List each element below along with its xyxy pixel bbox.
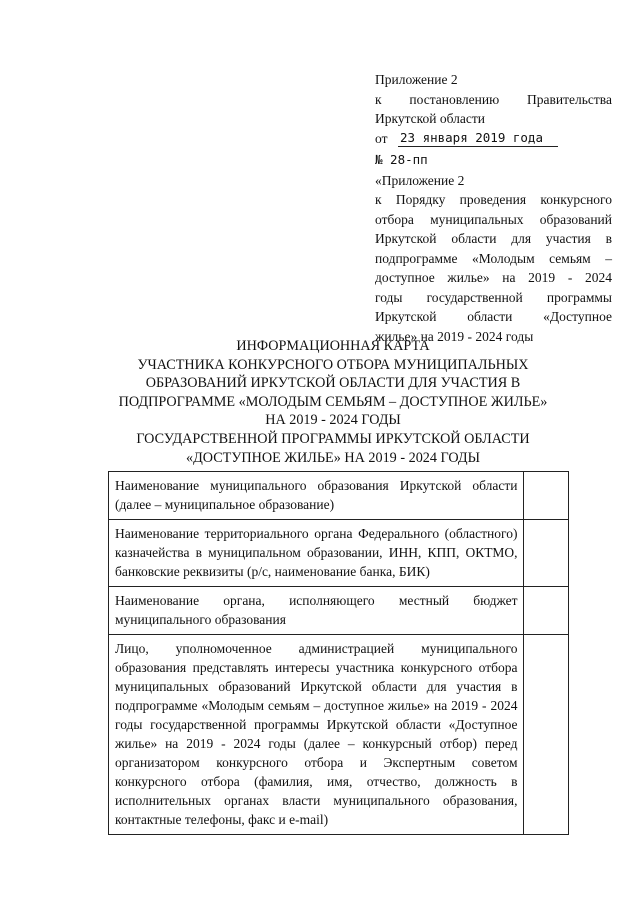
- region-name: Иркутской области: [375, 111, 486, 126]
- row-value-budget-body[interactable]: [524, 587, 569, 635]
- title-line-6: ГОСУДАРСТВЕННОЙ ПРОГРАММЫ ИРКУТСКОЙ ОБЛАСТИ: [136, 430, 530, 447]
- resolution-number: № 28-пп: [375, 151, 428, 167]
- row-label-budget-body: Наименование органа, исполняющего местный бюджет муниципального образования: [109, 587, 524, 635]
- order-line-4: подпрограмме «Молодым семьям –: [375, 250, 612, 266]
- table-row: [109, 635, 569, 835]
- order-line-2: отбора муниципальных образований: [375, 211, 612, 227]
- table-row: [109, 472, 569, 520]
- resolution-reference: к постановлению Правительства: [375, 91, 612, 107]
- title-line-1: ИНФОРМАЦИОННАЯ КАРТА: [236, 338, 430, 354]
- title-line-4: ПОДПРОГРАММЕ «МОЛОДЫМ СЕМЬЯМ – ДОСТУПНОЕ ЖИЛЬЕ»: [118, 393, 548, 410]
- order-line-7: Иркутской области «Доступное: [375, 309, 612, 324]
- row-label-treasury: Наименование территориального органа Федерального (областного) казначейства в муниципальном образовании, ИНН, КПП, ОКТМО, банковские реквизиты (р/с, наименование банка, БИК): [109, 520, 524, 587]
- title-line-5: НА 2019 - 2024 ГОДЫ: [265, 412, 401, 429]
- row-value-municipality[interactable]: [524, 472, 569, 520]
- order-line-5: доступное жилье» на 2019 - 2024: [375, 270, 612, 285]
- document-title: [40, 337, 626, 467]
- appendix-label: Приложение 2: [375, 72, 458, 87]
- row-value-treasury[interactable]: [524, 520, 569, 587]
- title-line-3: ОБРАЗОВАНИЙ ИРКУТСКОЙ ОБЛАСТИ ДЛЯ УЧАСТИЯ В: [145, 375, 521, 392]
- resolution-date: 23 января 2019 года: [398, 128, 558, 147]
- order-line-6: годы государственной программы: [375, 289, 612, 305]
- title-line-2: УЧАСТНИКА КОНКУРСНОГО ОТБОРА МУНИЦИПАЛЬНЫХ: [137, 356, 529, 373]
- date-prefix: от: [375, 130, 388, 146]
- order-line-1: к Порядку проведения конкурсного: [375, 192, 612, 207]
- appendix-header: [375, 70, 612, 346]
- date-line: [375, 129, 612, 149]
- row-value-authorized-person[interactable]: [524, 635, 569, 835]
- order-line-8: жилье» на 2019 - 2024 годы: [375, 328, 534, 344]
- table-row: [109, 587, 569, 635]
- info-card-table: [108, 471, 569, 835]
- row-label-municipality: Наименование муниципального образования Иркутской области (далее – муниципальное образование): [109, 472, 524, 520]
- sub-appendix-label: «Приложение 2: [375, 172, 465, 188]
- order-line-3: Иркутской области для участия в: [375, 231, 612, 246]
- title-line-7: «ДОСТУПНОЕ ЖИЛЬЕ» НА 2019 - 2024 ГОДЫ: [186, 449, 480, 466]
- table-row: [109, 520, 569, 587]
- row-label-authorized-person: Лицо, уполномоченное администрацией муниципального образования представлять интересы участника конкурсного отбора муниципальных образований Иркутской области для участия в подпрограмме «Молодым семьям – доступное жилье» на 2019 - 2024 годы государственной программы Иркутской области «Доступное жилье» на 2019 - 2024 годы (далее – конкурсный отбор) перед организатором конкурсного отбора и Экспертным советом конкурсного отбора (фамилия, имя, отчество, должность в исполнительных органах власти муниципального образования, контактные телефоны, факс и e-mail): [109, 635, 524, 835]
